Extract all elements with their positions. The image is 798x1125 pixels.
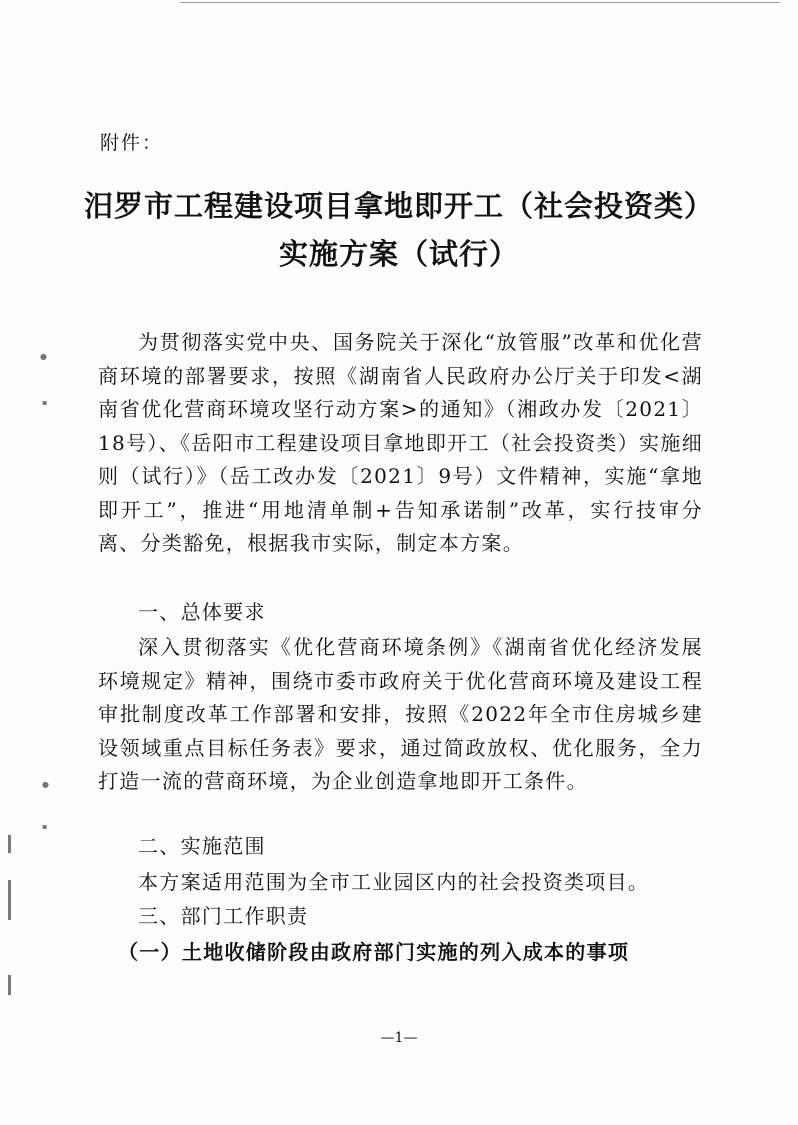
scan-dot: ● [42,780,49,789]
paragraph-intro-text: 为贯彻落实党中央、国务院关于深化“放管服”改革和优化营商环境的部署要求，按照《湖南省人民政府办公厅关于印发<湖南省优化营商环境攻坚行动方案>的通知》（湘政办发〔2021〕18号）、《岳阳市工程建设项目拿地即开工（社会投资类）实施细则（试行）》（岳工改办发〔2021〕9号）文件精神，实施“拿地即开工”，推进“用地清单制+告知承诺制”改革，实行技审分离、分类豁免，根据我市实际，制定本方案。 [98,330,703,555]
paragraph-scope [98,866,703,900]
paragraph-scope-text: 本方案适用范围为全市工业园区内的社会投资类项目。 [138,870,650,894]
document-title-line2: 实施方案（试行） [278,237,519,271]
section-heading-1-text: 一、总体要求 [138,600,266,624]
scan-mark [8,835,11,853]
document-title-line1: 汨罗市工程建设项目拿地即开工（社会投资类） [83,189,714,223]
section-heading-3 [98,900,703,933]
scan-mark [8,880,11,920]
paragraph-general-requirements [98,631,703,799]
scan-edge-line [180,2,780,3]
paragraph-intro [98,326,703,561]
attachment-label: 附件： [100,132,164,154]
section-heading-2-text: 二、实施范围 [138,834,266,858]
scan-dot: ▪ [42,822,48,831]
section-heading-1 [98,596,703,629]
scan-dot: ● [40,352,47,361]
section-heading-3-text: 三、部门工作职责 [138,904,309,928]
subsection-heading-1-text: （一）土地收储阶段由政府部门实施的列入成本的事项 [118,940,630,964]
scan-dot: ▪ [42,398,48,407]
paragraph-general-requirements-text: 深入贯彻落实《优化营商环境条例》《湖南省优化经济发展环境规定》精神，围绕市委市政府关于优化营商环境及建设工程审批制度改革工作部署和安排，按照《2022年全市住房城乡建设领域重点目标任务表》要求，通过简政放权、优化服务，全力打造一流的营商环境，为企业创造拿地即开工条件。 [98,635,703,793]
section-heading-2 [98,830,703,863]
scan-mark [8,975,11,995]
subsection-heading-1 [98,936,703,969]
page-number: —1— [380,1030,418,1046]
